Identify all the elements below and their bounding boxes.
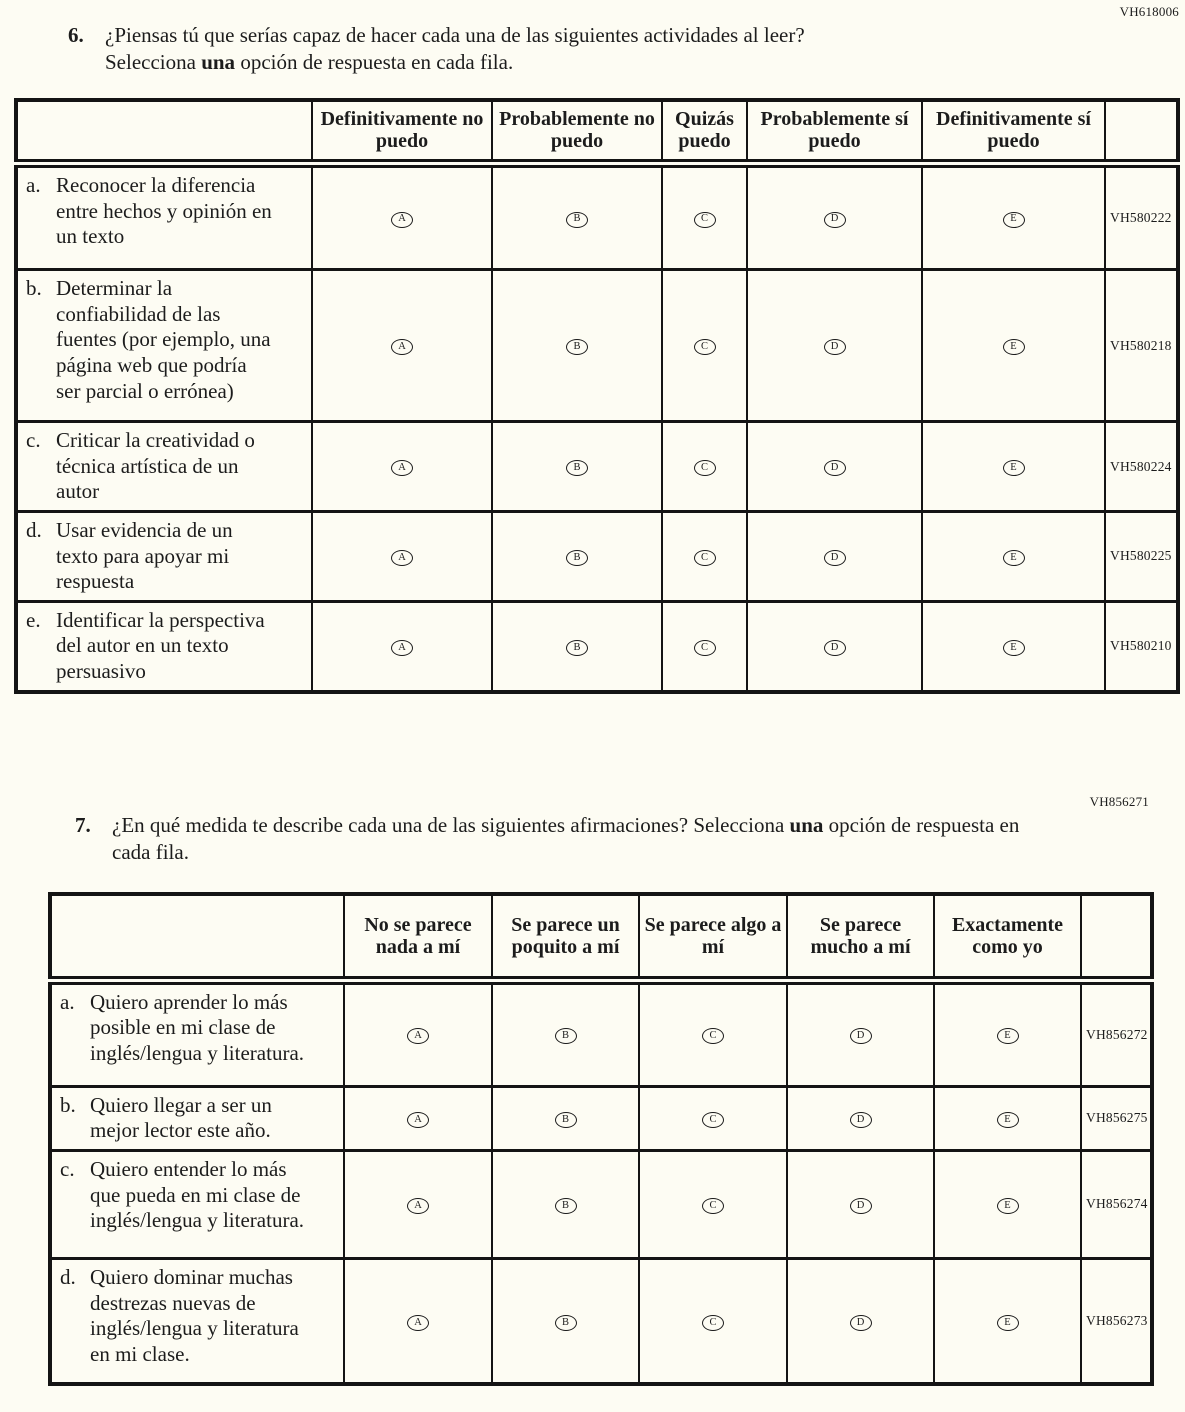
response-bubble-b[interactable]: B bbox=[566, 339, 588, 355]
row-code: VH580210 bbox=[1105, 601, 1178, 691]
bubble-cell[interactable] bbox=[344, 1258, 492, 1384]
q7-header-col-5 bbox=[934, 894, 1081, 980]
q6-row-c bbox=[16, 422, 1178, 512]
response-bubble-b[interactable]: B bbox=[555, 1028, 577, 1044]
q6-row-e-item bbox=[16, 601, 312, 691]
response-bubble-b[interactable]: B bbox=[555, 1315, 577, 1331]
bubble-cell[interactable] bbox=[662, 164, 747, 270]
q6-header-code-col bbox=[1105, 100, 1178, 164]
response-bubble-a[interactable]: A bbox=[407, 1315, 429, 1331]
bubble-cell[interactable] bbox=[492, 601, 662, 691]
response-bubble-d[interactable]: D bbox=[824, 212, 846, 228]
q7-row-c bbox=[50, 1150, 1152, 1258]
q7-header-code-col bbox=[1081, 894, 1152, 980]
response-bubble-c[interactable]: C bbox=[694, 550, 716, 566]
bubble-cell[interactable] bbox=[922, 422, 1105, 512]
row-text: Quiero aprender lo más posible en mi clase de inglés/lengua y literatura. bbox=[90, 989, 305, 1065]
row-letter: c. bbox=[60, 1156, 75, 1181]
q6-header-label-3: Quizás puedo bbox=[675, 107, 734, 153]
q6-header-col-2 bbox=[492, 100, 662, 164]
response-bubble-b[interactable]: B bbox=[566, 212, 588, 228]
row-code: VH580218 bbox=[1105, 270, 1178, 422]
bubble-cell[interactable] bbox=[787, 1258, 934, 1384]
response-bubble-e[interactable]: E bbox=[1003, 460, 1025, 476]
q7-header-row bbox=[50, 894, 1152, 980]
bubble-cell[interactable] bbox=[922, 164, 1105, 270]
q6-row-b bbox=[16, 270, 1178, 422]
row-letter: b. bbox=[60, 1092, 76, 1117]
response-bubble-a[interactable]: A bbox=[391, 550, 413, 566]
bubble-cell[interactable] bbox=[492, 422, 662, 512]
response-bubble-a[interactable]: A bbox=[391, 640, 413, 656]
q7-text-before: ¿En qué medida te describe cada una de las siguientes afirmaciones? Selecciona bbox=[112, 812, 790, 837]
response-bubble-b[interactable]: B bbox=[555, 1198, 577, 1214]
row-text: Usar evidencia de un texto para apoyar mi respuesta bbox=[56, 517, 233, 594]
response-bubble-d[interactable]: D bbox=[824, 460, 846, 476]
response-bubble-c[interactable]: C bbox=[702, 1112, 724, 1128]
response-bubble-d[interactable]: D bbox=[850, 1028, 872, 1044]
q7-row-a-item bbox=[50, 980, 344, 1086]
q6-header-label-2: Probablemente no puedo bbox=[499, 107, 655, 153]
q7-header-col-3 bbox=[639, 894, 787, 980]
q6-header-label-5: Definitivamente sí puedo bbox=[936, 107, 1091, 153]
bubble-cell[interactable] bbox=[922, 270, 1105, 422]
bubble-cell[interactable] bbox=[934, 1150, 1081, 1258]
q6-text-after: opción de respuesta en cada fila. bbox=[235, 50, 514, 75]
q7-row-b-item bbox=[50, 1086, 344, 1150]
row-text: Identificar la perspectiva del autor en un texto persuasivo bbox=[56, 607, 265, 683]
response-bubble-c[interactable]: C bbox=[702, 1198, 724, 1214]
response-bubble-d[interactable]: D bbox=[824, 339, 846, 355]
bubble-cell[interactable] bbox=[747, 164, 922, 270]
bubble-cell[interactable] bbox=[344, 980, 492, 1086]
q6-row-b-item bbox=[16, 270, 312, 422]
response-bubble-d[interactable]: D bbox=[850, 1198, 872, 1214]
response-bubble-e[interactable]: E bbox=[997, 1198, 1019, 1214]
bubble-cell[interactable] bbox=[492, 511, 662, 601]
bubble-cell[interactable] bbox=[747, 601, 922, 691]
q7-text-bold: una bbox=[789, 812, 824, 837]
row-code: VH580224 bbox=[1105, 422, 1178, 512]
q6-header-row bbox=[16, 100, 1178, 164]
response-bubble-d[interactable]: D bbox=[824, 640, 846, 656]
bubble-cell[interactable] bbox=[922, 511, 1105, 601]
response-bubble-b[interactable]: B bbox=[566, 550, 588, 566]
response-bubble-a[interactable]: A bbox=[391, 339, 413, 355]
response-bubble-d[interactable]: D bbox=[850, 1112, 872, 1128]
bubble-cell[interactable] bbox=[344, 1086, 492, 1150]
response-bubble-e[interactable]: E bbox=[997, 1112, 1019, 1128]
bubble-cell[interactable] bbox=[344, 1150, 492, 1258]
q7-header-label-1: No se parece nada a mí bbox=[364, 913, 472, 958]
response-bubble-a[interactable]: A bbox=[391, 460, 413, 476]
bubble-cell[interactable] bbox=[312, 601, 492, 691]
response-bubble-c[interactable]: C bbox=[694, 212, 716, 228]
bubble-cell[interactable] bbox=[492, 270, 662, 422]
bubble-cell[interactable] bbox=[922, 601, 1105, 691]
row-text: Determinar la confiabilidad de las fuentes (por ejemplo, una página web que podría ser parcial o errónea) bbox=[56, 276, 271, 403]
row-text: Quiero llegar a ser un mejor lector este año. bbox=[90, 1092, 272, 1143]
row-text: Criticar la creatividad o técnica artística de un autor bbox=[56, 428, 255, 504]
bubble-cell[interactable] bbox=[787, 1086, 934, 1150]
q7-row-d-item bbox=[50, 1258, 344, 1384]
row-letter: e. bbox=[26, 607, 41, 632]
row-letter: d. bbox=[26, 517, 42, 542]
q7-response-table bbox=[48, 892, 1154, 1386]
row-letter: d. bbox=[60, 1264, 76, 1289]
q7-header-label-4: Se parece mucho a mí bbox=[810, 913, 911, 958]
bubble-cell[interactable] bbox=[492, 1258, 639, 1384]
row-code: VH580222 bbox=[1105, 164, 1178, 270]
q7-text bbox=[112, 812, 1034, 867]
q7-row-c-item bbox=[50, 1150, 344, 1258]
q6-text-before: ¿Piensas tú que serías capaz de hacer cada una de las siguientes actividades al leer? Selecciona bbox=[105, 23, 805, 75]
q6-header-empty bbox=[16, 100, 312, 164]
bubble-cell[interactable] bbox=[747, 422, 922, 512]
row-text: Quiero dominar muchas destrezas nuevas de inglés/lengua y literatura en mi clase. bbox=[90, 1264, 299, 1366]
q7-header-empty bbox=[50, 894, 344, 980]
response-bubble-e[interactable]: E bbox=[997, 1028, 1019, 1044]
q6-header-col-4 bbox=[747, 100, 922, 164]
q7-number: 7. bbox=[75, 812, 91, 837]
response-bubble-a[interactable]: A bbox=[407, 1198, 429, 1214]
q6-header-label-1: Definitivamente no puedo bbox=[320, 107, 484, 153]
bubble-cell[interactable] bbox=[639, 1086, 787, 1150]
bubble-cell[interactable] bbox=[747, 270, 922, 422]
response-bubble-d[interactable]: D bbox=[850, 1315, 872, 1331]
q6-row-a bbox=[16, 164, 1178, 270]
response-bubble-b[interactable]: B bbox=[566, 640, 588, 656]
q6-row-d bbox=[16, 511, 1178, 601]
row-letter: a. bbox=[26, 173, 41, 198]
q6-row-d-item bbox=[16, 511, 312, 601]
q7-row-a bbox=[50, 980, 1152, 1086]
q6-text-bold: una bbox=[201, 50, 236, 75]
response-bubble-c[interactable]: C bbox=[694, 460, 716, 476]
q6-text bbox=[105, 22, 857, 77]
row-code: VH856273 bbox=[1081, 1258, 1152, 1384]
q7-header-label-3: Se parece algo a mí bbox=[644, 913, 782, 958]
response-bubble-e[interactable]: E bbox=[1003, 339, 1025, 355]
response-bubble-e[interactable]: E bbox=[997, 1315, 1019, 1331]
q6-response-table bbox=[14, 98, 1180, 694]
q7-accession-code: VH856271 bbox=[1089, 793, 1149, 809]
q6-accession-code: VH618006 bbox=[1119, 4, 1179, 19]
response-bubble-c[interactable]: C bbox=[702, 1315, 724, 1331]
response-bubble-a[interactable]: A bbox=[407, 1112, 429, 1128]
bubble-cell[interactable] bbox=[492, 1086, 639, 1150]
bubble-cell[interactable] bbox=[662, 422, 747, 512]
q7-row-d bbox=[50, 1258, 1152, 1384]
row-letter: b. bbox=[26, 276, 42, 301]
row-text: Quiero entender lo más que pueda en mi clase de inglés/lengua y literatura. bbox=[90, 1156, 305, 1233]
q7-header-col-2 bbox=[492, 894, 639, 980]
q7-header-label-2: Se parece un poquito a mí bbox=[511, 913, 620, 958]
bubble-cell[interactable] bbox=[747, 511, 922, 601]
q6-row-a-item bbox=[16, 164, 312, 270]
row-code: VH856275 bbox=[1081, 1086, 1152, 1150]
q7-header-col-1 bbox=[344, 894, 492, 980]
response-bubble-b[interactable]: B bbox=[566, 460, 588, 476]
bubble-cell[interactable] bbox=[787, 1150, 934, 1258]
bubble-cell[interactable] bbox=[492, 980, 639, 1086]
response-bubble-e[interactable]: E bbox=[1003, 640, 1025, 656]
q7-row-b bbox=[50, 1086, 1152, 1150]
bubble-cell[interactable] bbox=[787, 980, 934, 1086]
q6-header-col-1 bbox=[312, 100, 492, 164]
row-letter: a. bbox=[60, 989, 75, 1014]
bubble-cell[interactable] bbox=[934, 1258, 1081, 1384]
row-code: VH856274 bbox=[1081, 1150, 1152, 1258]
q6-header-col-3 bbox=[662, 100, 747, 164]
q6-number: 6. bbox=[68, 23, 84, 47]
response-bubble-e[interactable]: E bbox=[1003, 550, 1025, 566]
row-code: VH856272 bbox=[1081, 980, 1152, 1086]
q6-row-e bbox=[16, 601, 1178, 691]
bubble-cell[interactable] bbox=[492, 164, 662, 270]
q7-header-label-5: Exactamente como yo bbox=[951, 913, 1064, 958]
q7-header-col-4 bbox=[787, 894, 934, 980]
q6-header-label-4: Probablemente sí puedo bbox=[760, 107, 909, 153]
q6-question bbox=[68, 22, 1185, 77]
row-code: VH580225 bbox=[1105, 511, 1178, 601]
bubble-cell[interactable] bbox=[662, 270, 747, 422]
bubble-cell[interactable] bbox=[312, 422, 492, 512]
response-bubble-c[interactable]: C bbox=[694, 339, 716, 355]
bubble-cell[interactable] bbox=[639, 1150, 787, 1258]
bubble-cell[interactable] bbox=[312, 270, 492, 422]
bubble-cell[interactable] bbox=[934, 1086, 1081, 1150]
q6-header-col-5 bbox=[922, 100, 1105, 164]
q7-question bbox=[75, 812, 1185, 867]
bubble-cell[interactable] bbox=[662, 601, 747, 691]
bubble-cell[interactable] bbox=[639, 980, 787, 1086]
response-bubble-e[interactable]: E bbox=[1003, 212, 1025, 228]
response-bubble-a[interactable]: A bbox=[391, 212, 413, 228]
response-bubble-b[interactable]: B bbox=[555, 1112, 577, 1128]
bubble-cell[interactable] bbox=[639, 1258, 787, 1384]
q7-text-after: opción de respuesta en cada fila. bbox=[112, 812, 1020, 864]
bubble-cell[interactable] bbox=[934, 980, 1081, 1086]
response-bubble-c[interactable]: C bbox=[702, 1028, 724, 1044]
row-letter: c. bbox=[26, 428, 41, 453]
response-bubble-d[interactable]: D bbox=[824, 550, 846, 566]
bubble-cell[interactable] bbox=[312, 511, 492, 601]
row-text: Reconocer la diferencia entre hechos y opinión en un texto bbox=[56, 173, 272, 249]
response-bubble-c[interactable]: C bbox=[694, 640, 716, 656]
bubble-cell[interactable] bbox=[492, 1150, 639, 1258]
bubble-cell[interactable] bbox=[312, 164, 492, 270]
response-bubble-a[interactable]: A bbox=[407, 1028, 429, 1044]
q6-row-c-item bbox=[16, 422, 312, 512]
bubble-cell[interactable] bbox=[662, 511, 747, 601]
